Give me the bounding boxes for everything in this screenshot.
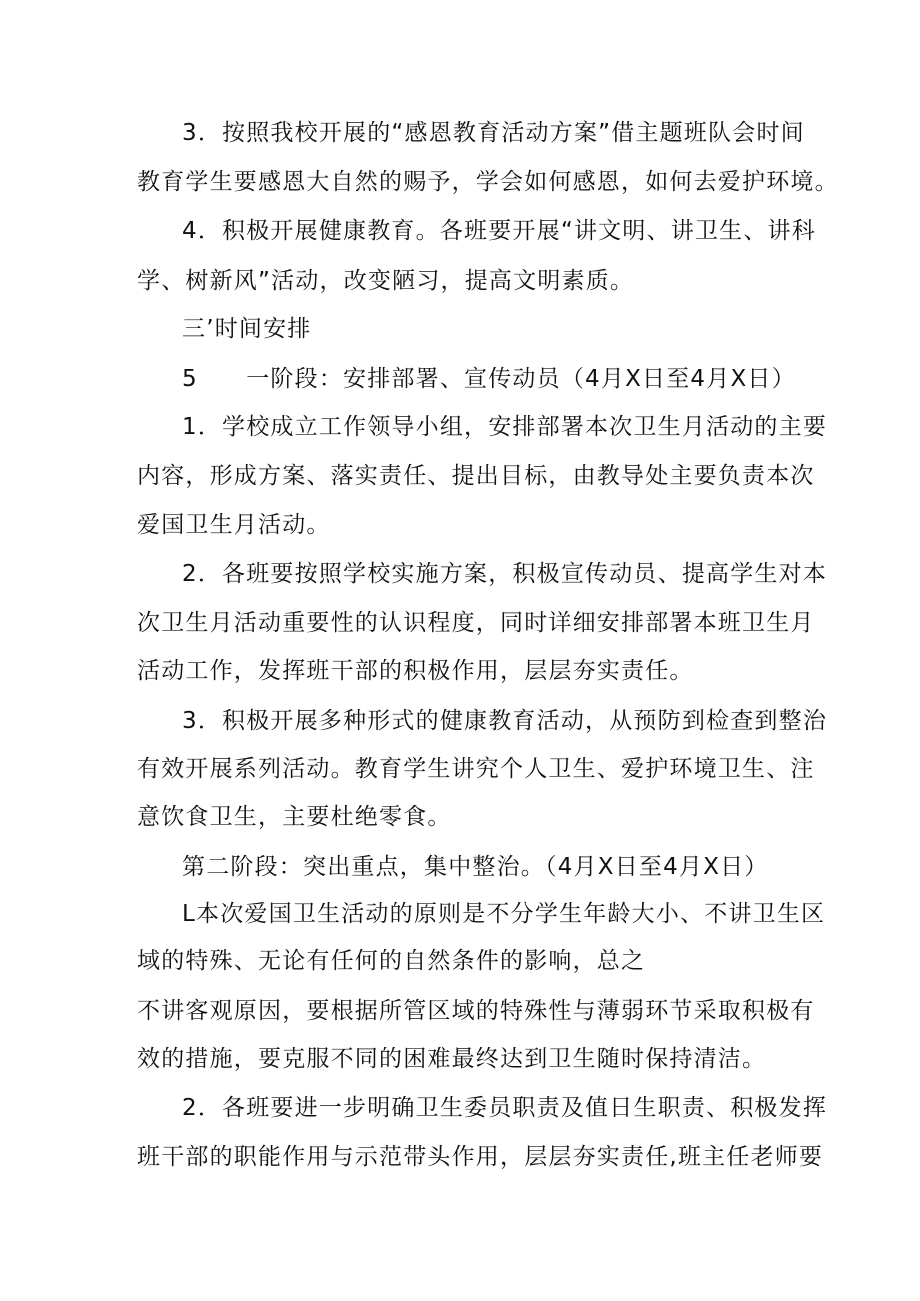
section-heading: 三’时间安排 <box>182 316 312 342</box>
text-line: 3．按照我校开展的“感恩教育活动方案”借主题班队会时间 <box>182 120 805 146</box>
text-line: 2．各班要进一步明确卫生委员职责及值日生职责、积极发挥 <box>182 1095 828 1121</box>
text-line: 次卫生月活动重要性的认识程度，同时详细安排部署本班卫生月 <box>137 610 815 636</box>
text-line: 班干部的职能作用与示范带头作用，层层夯实责任,班主任老师要 <box>137 1144 824 1170</box>
text-line: 域的特殊、无论有任何的自然条件的影响，总之 <box>137 948 646 974</box>
text-line: 爱国卫生月活动。 <box>137 512 331 538</box>
phase-heading: 第二阶段：突出重点，集中整治。（4月X日至4月X日） <box>182 854 769 880</box>
text-line: 2．各班要按照学校实施方案，积极宣传动员、提高学生对本 <box>182 561 828 587</box>
phase-heading: 5 一阶段：安排部署、宣传动员（4月X日至4月X日） <box>182 366 796 392</box>
text-line: 效的措施，要克服不同的困难最终达到卫生随时保持清洁。 <box>137 1046 767 1072</box>
text-line: 4．积极开展健康教育。各班要开展“讲文明、讲卫生、讲科 <box>182 218 816 244</box>
text-line: 内容，形成方案、落实责任、提出目标，由教导处主要负责本次 <box>137 463 815 489</box>
text-line: 活动工作，发挥班干部的积极作用，层层夯实责任。 <box>137 658 694 684</box>
text-line: 不讲客观原因，要根据所管区域的特殊性与薄弱环节采取积极有 <box>137 998 815 1024</box>
text-line: 意饮食卫生，主要杜绝零食。 <box>137 804 452 830</box>
text-line: L本次爱国卫生活动的原则是不分学生年龄大小、不讲卫生区 <box>182 901 826 927</box>
text-line: 3．积极开展多种形式的健康教育活动，从预防到检查到整治 <box>182 708 828 734</box>
text-line: 1．学校成立工作领导小组，安排部署本次卫生月活动的主要 <box>182 414 828 440</box>
text-line: 有效开展系列活动。教育学生讲究个人卫生、爱护环境卫生、注 <box>137 756 815 782</box>
text-line: 教育学生要感恩大自然的赐予，学会如何感恩，如何去爱护环境。 <box>137 169 839 195</box>
text-line: 学、树新风”活动，改变陋习，提高文明素质。 <box>137 268 635 294</box>
